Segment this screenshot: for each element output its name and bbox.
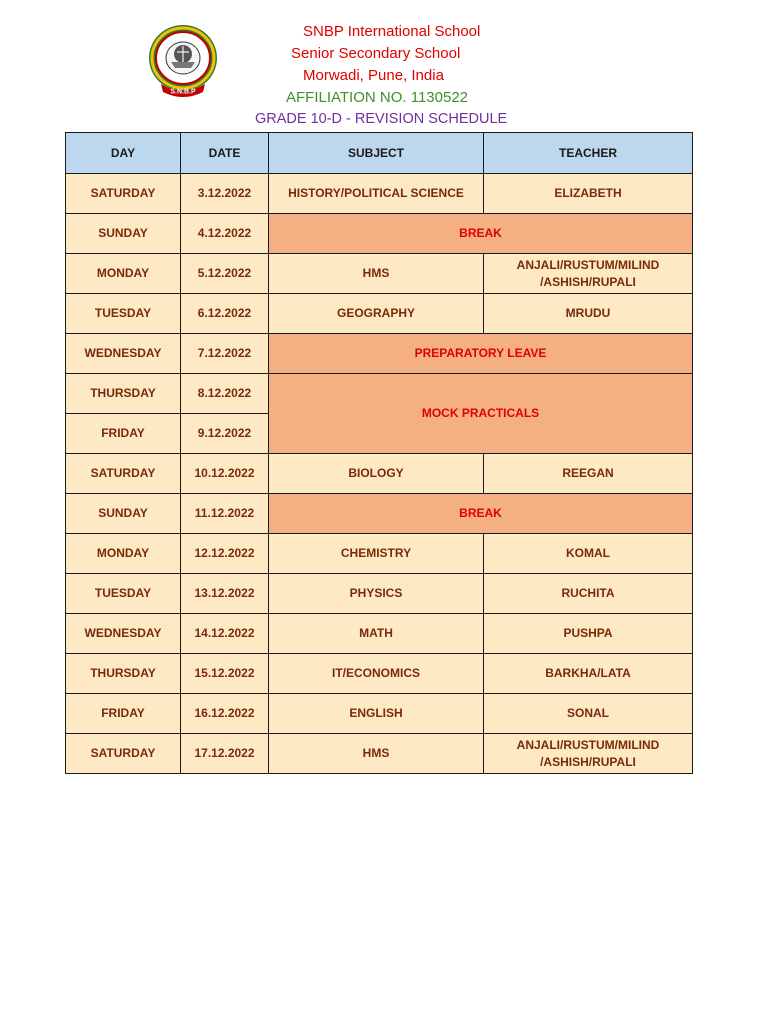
subject-cell: MATH [269,614,484,654]
day-cell: SATURDAY [66,734,181,774]
teacher-cell: RUCHITA [484,574,693,614]
merged-activity-cell: MOCK PRACTICALS [269,374,693,454]
day-cell: WEDNESDAY [66,334,181,374]
day-cell: FRIDAY [66,694,181,734]
column-header-teacher: TEACHER [484,133,693,174]
table-header-row [66,133,693,174]
table-row [66,534,693,574]
teacher-cell: BARKHA/LATA [484,654,693,694]
subject-cell: GEOGRAPHY [269,294,484,334]
merged-activity-cell: BREAK [269,214,693,254]
subject-cell: HISTORY/POLITICAL SCIENCE [269,174,484,214]
table-row [66,654,693,694]
day-cell: MONDAY [66,254,181,294]
table-row [66,374,693,414]
teacher-cell: ELIZABETH [484,174,693,214]
table-row [66,334,693,374]
subject-cell: PHYSICS [269,574,484,614]
day-cell: THURSDAY [66,374,181,414]
table-row [66,454,693,494]
date-cell: 17.12.2022 [181,734,269,774]
date-cell: 5.12.2022 [181,254,269,294]
table-row [66,574,693,614]
date-cell: 16.12.2022 [181,694,269,734]
affiliation-number: AFFILIATION NO. 1130522 [286,89,469,106]
day-cell: MONDAY [66,534,181,574]
date-cell: 15.12.2022 [181,654,269,694]
table-row [66,294,693,334]
teacher-cell: ANJALI/RUSTUM/MILIND /ASHISH/RUPALI [484,254,693,294]
subject-cell: HMS [269,734,484,774]
date-cell: 12.12.2022 [181,534,269,574]
day-cell: WEDNESDAY [66,614,181,654]
school-name: SNBP International School [303,23,481,40]
table-row [66,214,693,254]
date-cell: 13.12.2022 [181,574,269,614]
table-row [66,254,693,294]
revision-schedule-table [65,132,693,774]
column-header-subject: SUBJECT [269,133,484,174]
table-row [66,734,693,774]
merged-activity-cell: PREPARATORY LEAVE [269,334,693,374]
day-cell: SATURDAY [66,454,181,494]
teacher-cell: PUSHPA [484,614,693,654]
merged-activity-cell: BREAK [269,494,693,534]
date-cell: 6.12.2022 [181,294,269,334]
date-cell: 8.12.2022 [181,374,269,414]
day-cell: SUNDAY [66,214,181,254]
schedule-title: GRADE 10-D - REVISION SCHEDULE [255,111,508,127]
date-cell: 10.12.2022 [181,454,269,494]
table-row [66,494,693,534]
subject-cell: ENGLISH [269,694,484,734]
date-cell: 4.12.2022 [181,214,269,254]
date-cell: 9.12.2022 [181,414,269,454]
date-cell: 11.12.2022 [181,494,269,534]
subject-cell: HMS [269,254,484,294]
teacher-cell: SONAL [484,694,693,734]
day-cell: SATURDAY [66,174,181,214]
school-type: Senior Secondary School [291,45,461,62]
school-location: Morwadi, Pune, India [303,67,444,84]
day-cell: FRIDAY [66,414,181,454]
date-cell: 3.12.2022 [181,174,269,214]
subject-cell: BIOLOGY [269,454,484,494]
teacher-cell: REEGAN [484,454,693,494]
day-cell: THURSDAY [66,654,181,694]
column-header-day: DAY [66,133,181,174]
table-row [66,694,693,734]
subject-cell: IT/ECONOMICS [269,654,484,694]
day-cell: TUESDAY [66,574,181,614]
table-row [66,614,693,654]
column-header-date: DATE [181,133,269,174]
subject-cell: CHEMISTRY [269,534,484,574]
date-cell: 14.12.2022 [181,614,269,654]
school-logo [147,22,219,100]
logo-banner-text: S.N.B.P [170,88,196,96]
teacher-cell: KOMAL [484,534,693,574]
teacher-cell: MRUDU [484,294,693,334]
day-cell: SUNDAY [66,494,181,534]
date-cell: 7.12.2022 [181,334,269,374]
table-row [66,174,693,214]
day-cell: TUESDAY [66,294,181,334]
teacher-cell: ANJALI/RUSTUM/MILIND /ASHISH/RUPALI [484,734,693,774]
